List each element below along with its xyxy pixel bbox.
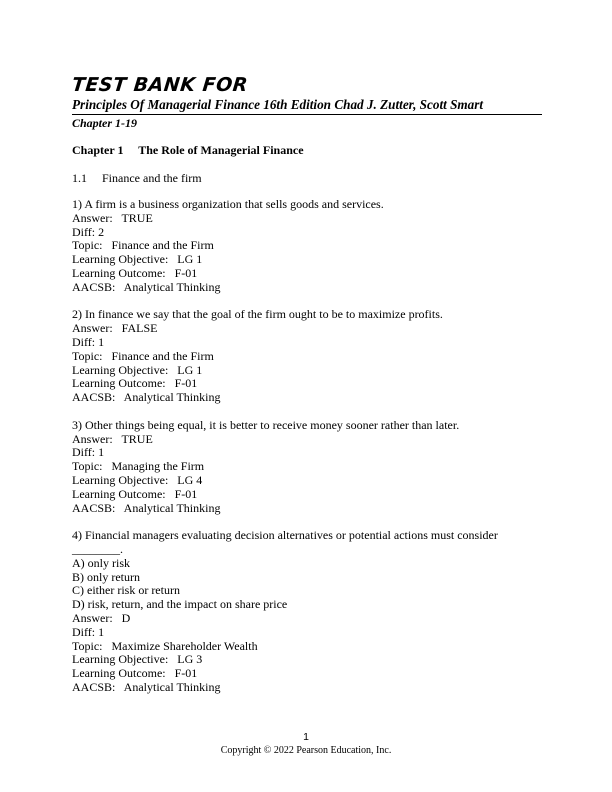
question-line: C) either risk or return [72, 583, 180, 598]
copyright-notice: Copyright © 2022 Pearson Education, Inc. [220, 745, 392, 756]
question-line: Answer: TRUE [72, 210, 153, 225]
question-line: AACSB: Analytical Thinking [72, 279, 221, 294]
question-item [72, 529, 542, 695]
question-item [72, 308, 542, 405]
question-line: D) risk, return, and the impact on share price [72, 597, 288, 612]
question-line: Learning Outcome: F-01 [72, 666, 198, 681]
question-item [72, 419, 542, 516]
header-rule [72, 114, 542, 115]
question-line: Learning Objective: LG 4 [72, 472, 203, 487]
question-list [72, 198, 542, 708]
question-line: A) only risk [72, 555, 130, 570]
chapter-range: Chapter 1-19 [72, 116, 138, 130]
question-line: AACSB: Analytical Thinking [72, 679, 221, 694]
book-title: Principles Of Managerial Finance 16th Edition Chad J. Zutter, Scott Smart [72, 97, 484, 112]
page-number: 1 [303, 731, 309, 743]
question-line: ________. [72, 541, 123, 556]
question-line: Diff: 1 [72, 624, 105, 639]
chapter-heading: Chapter 1 The Role of Managerial Finance [72, 143, 304, 157]
question-line: Topic: Managing the Firm [72, 459, 205, 474]
question-line: Topic: Finance and the Firm [72, 238, 214, 253]
question-line: Learning Objective: LG 1 [72, 362, 203, 377]
question-line: 4) Financial managers evaluating decision alternatives or potential actions must consider [72, 528, 498, 543]
question-line: 2) In finance we say that the goal of the firm ought to be to maximize profits. [72, 307, 443, 322]
question-line: Learning Outcome: F-01 [72, 376, 198, 391]
question-line: Learning Outcome: F-01 [72, 486, 198, 501]
question-line: Diff: 1 [72, 445, 105, 460]
question-line: Answer: D [72, 610, 131, 625]
test-bank-banner: TEST BANK FOR [70, 74, 250, 96]
question-line: AACSB: Analytical Thinking [72, 390, 221, 405]
question-line: Diff: 1 [72, 334, 105, 349]
question-item [72, 198, 542, 295]
question-line: Learning Objective: LG 1 [72, 252, 203, 267]
question-line: Learning Outcome: F-01 [72, 265, 198, 280]
section-heading: 1.1 Finance and the firm [72, 171, 202, 185]
question-line: Topic: Maximize Shareholder Wealth [72, 638, 258, 653]
question-line: B) only return [72, 569, 140, 584]
question-line: 3) Other things being equal, it is better to receive money sooner rather than later. [72, 417, 460, 432]
question-line: 1) A firm is a business organization that sells goods and services. [72, 197, 384, 211]
question-line: Answer: TRUE [72, 431, 153, 446]
question-line: AACSB: Analytical Thinking [72, 500, 221, 515]
question-line: Answer: FALSE [72, 321, 158, 336]
question-line: Topic: Finance and the Firm [72, 348, 214, 363]
question-line: Diff: 2 [72, 224, 105, 239]
question-line: Learning Objective: LG 3 [72, 652, 203, 667]
